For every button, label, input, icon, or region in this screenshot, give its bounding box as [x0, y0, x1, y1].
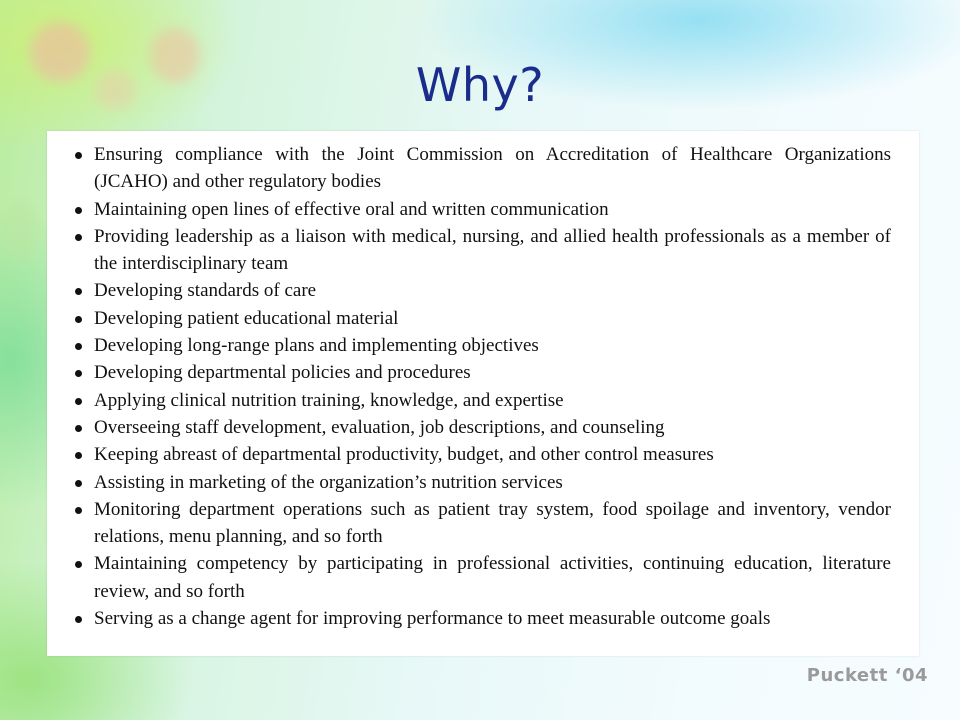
slide-title: Why? — [415, 58, 545, 112]
bullet-dot-icon — [75, 507, 82, 514]
bullet-dot-icon — [75, 370, 82, 377]
credit-label: Puckett ‘04 — [806, 665, 928, 686]
bullet-item — [75, 605, 891, 632]
bullet-item — [75, 414, 891, 441]
bullet-text: Serving as a change agent for improving performance to meet measurable outcome goals — [94, 608, 771, 630]
bullet-dot-icon — [75, 234, 82, 241]
bullet-text: Developing departmental policies and procedures — [94, 362, 471, 384]
bullet-item — [75, 141, 891, 196]
bullet-dot-icon — [75, 616, 82, 623]
bullet-item — [75, 277, 891, 304]
bullet-item — [75, 196, 891, 223]
bullet-text: Ensuring compliance with the Joint Commission on Accreditation of Healthcare Organizations (JCAHO) and other regulatory bodies — [94, 144, 891, 193]
bullet-dot-icon — [75, 316, 82, 323]
bullet-text: Developing long-range plans and implementing objectives — [94, 335, 539, 357]
bullet-item — [75, 359, 891, 386]
bullet-text: Monitoring department operations such as patient tray system, food spoilage and inventory, vendor relations, menu planning, and so forth — [94, 498, 891, 548]
bullet-dot-icon — [75, 425, 82, 432]
bullet-dot-icon — [75, 398, 82, 405]
bullet-text: Providing leadership as a liaison with medical, nursing, and allied health professionals as a member of the interdisciplinary team — [94, 225, 891, 275]
bullet-text: Maintaining competency by participating in professional activities, continuing education, literature review, and so forth — [94, 553, 891, 602]
bullet-dot-icon — [75, 452, 82, 459]
bullet-text: Developing standards of care — [94, 280, 317, 302]
bullet-dot-icon — [75, 288, 82, 295]
bullet-dot-icon — [75, 207, 82, 214]
bullet-text: Applying clinical nutrition training, knowledge, and expertise — [94, 389, 564, 411]
bullet-item — [75, 387, 891, 414]
bullet-item — [75, 550, 891, 605]
bullet-dot-icon — [75, 561, 82, 568]
bullet-item — [75, 496, 891, 551]
bullet-list — [47, 131, 919, 632]
bullet-text: Assisting in marketing of the organization’s nutrition services — [94, 471, 563, 493]
content-panel — [47, 131, 919, 656]
bullet-text: Keeping abreast of departmental productivity, budget, and other control measures — [94, 444, 714, 466]
background-decoration — [0, 200, 40, 260]
bullet-item — [75, 469, 891, 496]
bullet-dot-icon — [75, 343, 82, 350]
bullet-dot-icon — [75, 152, 82, 159]
bullet-text: Overseeing staff development, evaluation, job descriptions, and counseling — [94, 416, 665, 438]
bullet-item — [75, 441, 891, 468]
bullet-text: Developing patient educational material — [94, 307, 399, 329]
bullet-item — [75, 223, 891, 278]
bullet-item — [75, 305, 891, 332]
bullet-item — [75, 332, 891, 359]
bullet-text: Maintaining open lines of effective oral and written communication — [94, 198, 609, 220]
bullet-dot-icon — [75, 480, 82, 487]
